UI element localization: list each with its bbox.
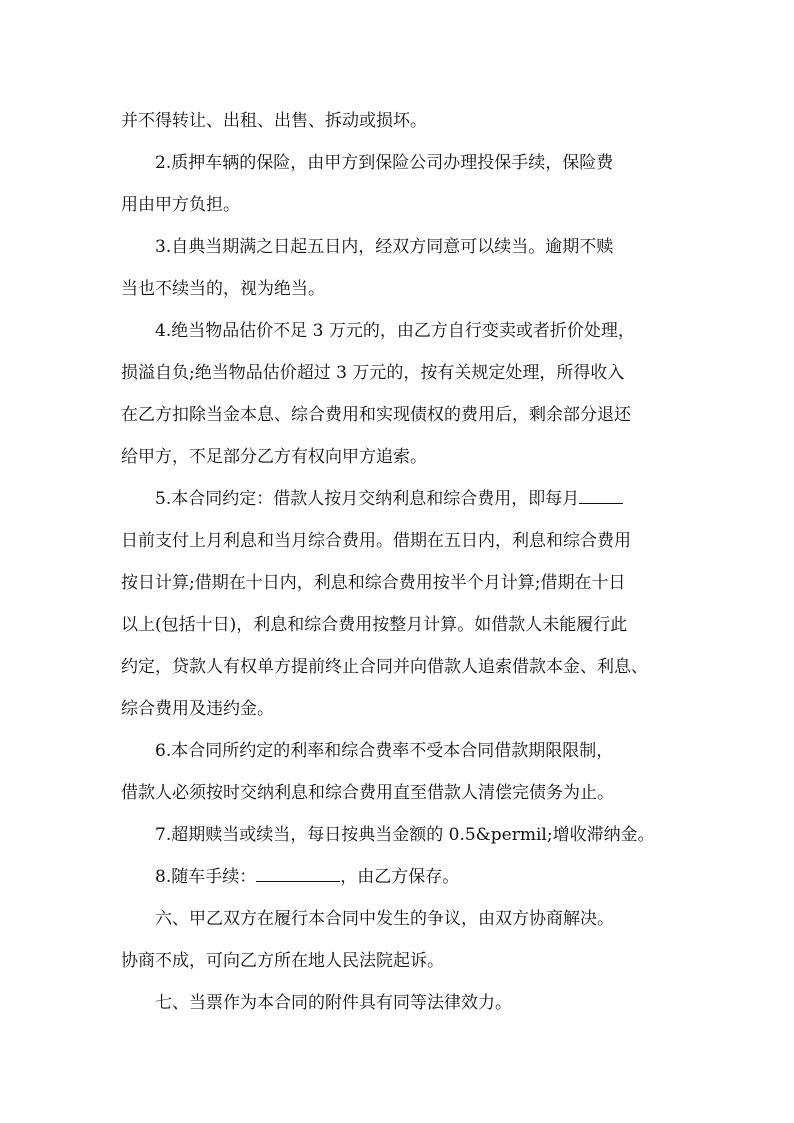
text-line: 并不得转让、出租、出售、拆动或损坏。 <box>121 111 427 131</box>
clause-8-documents <box>121 856 675 898</box>
text-line: 3.自典当期满之日起五日内，经双方同意可以续当。逾期不赎 <box>155 237 614 257</box>
text-line: 当也不续当的，视为绝当。 <box>121 279 325 299</box>
text-line: 2.质押车辆的保险，由甲方到保险公司办理投保手续，保险费 <box>155 153 614 173</box>
text-line: 综合费用及违约金。 <box>121 699 274 719</box>
text-line: 借款人必须按时交纳利息和综合费用直至借款人清偿完债务为止。 <box>121 783 614 803</box>
text-line: 用由甲方负担。 <box>121 195 240 215</box>
text-line: 六、甲乙双方在履行本合同中发生的争议，由双方协商解决。 <box>155 909 614 929</box>
text-line: 以上(包括十日)，利息和综合费用按整月计算。如借款人未能履行此 <box>121 615 628 635</box>
text-segment: 5.本合同约定：借款人按月交纳利息和综合费用，即每月 <box>155 489 580 509</box>
text-line: 7.超期赎当或续当，每日按典当金额的 0.5&permil;增收滞纳金。 <box>155 825 655 845</box>
text-line: 按日计算;借期在十日内，利息和综合费用按半个月计算;借期在十日 <box>121 573 626 593</box>
text-segment: ，由乙方保存。 <box>340 867 460 887</box>
document-body <box>121 100 675 1024</box>
article-6-disputes <box>121 898 675 982</box>
clause-6-rates <box>121 730 675 814</box>
text-line <box>121 856 675 898</box>
text-segment: 8.随车手续： <box>155 867 257 887</box>
clause-4-forfeiture <box>121 310 675 478</box>
article-7-pawn-ticket <box>121 982 675 1024</box>
text-line: 给甲方，不足部分乙方有权向甲方追索。 <box>121 447 427 467</box>
text-line: 日前支付上月利息和当月综合费用。借期在五日内，利息和综合费用 <box>121 531 631 551</box>
clause-7-late-fee <box>121 814 675 856</box>
text-line: 七、当票作为本合同的附件具有同等法律效力。 <box>155 993 512 1013</box>
fill-in-blank-documents <box>256 862 340 882</box>
text-line: 在乙方扣除当金本息、综合费用和实现债权的费用后，剩余部分退还 <box>121 405 631 425</box>
text-line: 损溢自负;绝当物品估价超过 3 万元的，按有关规定处理，所得收入 <box>121 363 625 383</box>
paragraph-continuation <box>121 100 675 142</box>
clause-5-payment <box>121 478 675 730</box>
text-line: 约定，贷款人有权单方提前终止合同并向借款人追索借款本金、利息、 <box>121 657 648 677</box>
clause-2-insurance <box>121 142 675 226</box>
text-line: 4.绝当物品估价不足 3 万元的，由乙方自行变卖或者折价处理， <box>155 321 635 341</box>
text-line: 协商不成，可向乙方所在地人民法院起诉。 <box>121 951 444 971</box>
text-line <box>121 478 675 520</box>
text-line: 6.本合同所约定的利率和综合费率不受本合同借款期限限制， <box>155 741 614 761</box>
fill-in-blank-day <box>579 484 623 504</box>
clause-3-renewal <box>121 226 675 310</box>
